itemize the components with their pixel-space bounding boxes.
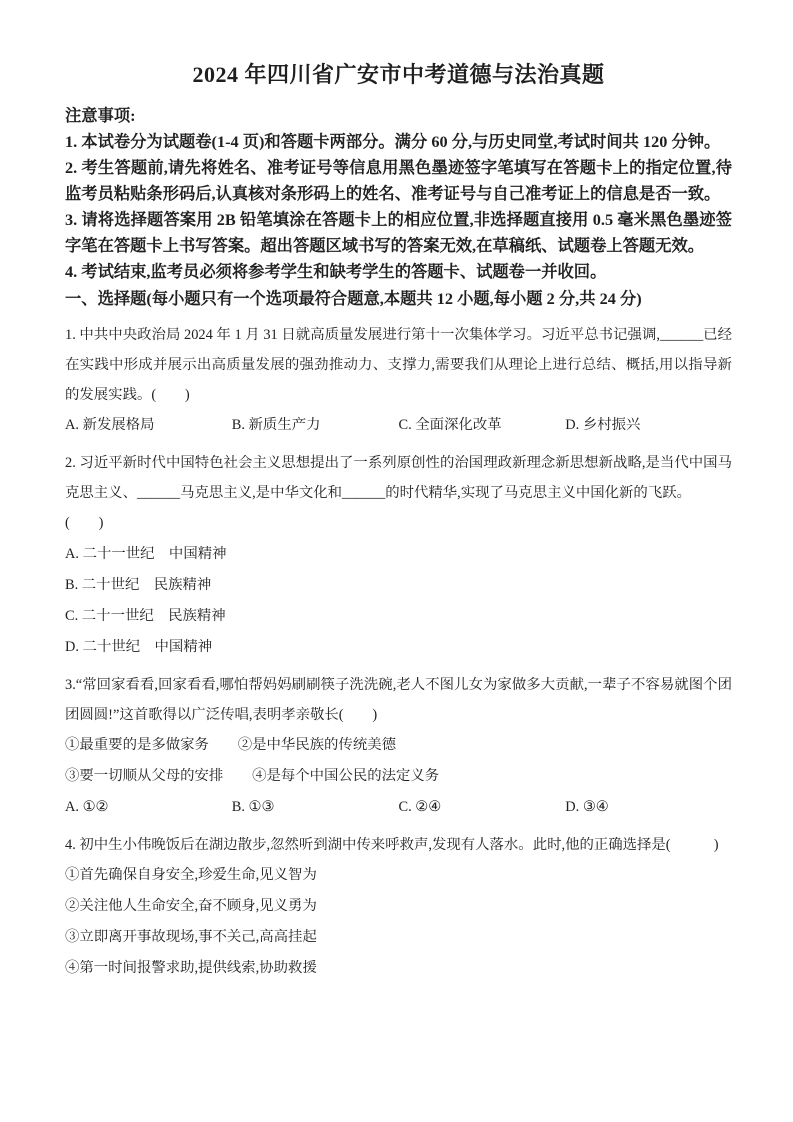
question-3-statements-1-2: ①最重要的是多做家务 ②是中华民族的传统美德 — [65, 737, 396, 753]
question-4-statement-4: ④第一时间报警求助,提供线索,协助救援 — [65, 960, 317, 976]
question-4-statement-1: ①首先确保自身安全,珍爱生命,见义智为 — [65, 867, 317, 883]
notice-item-3: 3. 请将选择题答案用 2B 铅笔填涂在答题卡上的相应位置,非选择题直接用 0.5 毫米黑色墨迹签字笔在答题卡上书写答案。超出答题区域书写的答案无效,在草稿纸、试题卷上答题无效。 — [65, 210, 732, 255]
question-3-stem: 3.“常回家看看,回家看看,哪怕帮妈妈刷刷筷子洗洗碗,老人不图儿女为家做多大贡献,一辈子不容易就图个团团圆圆!”这首歌得以广泛传唱,表明孝亲敬长( ) — [65, 677, 732, 723]
question-3-choice-c: C. ②④ — [398, 799, 442, 815]
question-4-stem: 4. 初中生小伟晚饭后在湖边散步,忽然听到湖中传来呼救声,发现有人落水。此时,他的正确选择是( ) — [65, 837, 719, 853]
question-4-statement-3: ③立即离开事故现场,事不关己,高高挂起 — [65, 929, 317, 945]
question-2-choice-b: B. 二十世纪 民族精神 — [65, 577, 212, 593]
question-2-choice-a: A. 二十一世纪 中国精神 — [65, 546, 227, 562]
question-3-choice-b: B. ①③ — [231, 799, 275, 815]
question-2-choice-c: C. 二十一世纪 民族精神 — [65, 608, 226, 624]
question-3-choice-a: A. ①② — [65, 799, 109, 815]
question-3-choice-d: D. ③④ — [565, 799, 609, 815]
question-2-choice-d: D. 二十世纪 中国精神 — [65, 639, 213, 655]
question-3-statements-3-4: ③要一切顺从父母的安排 ④是每个中国公民的法定义务 — [65, 768, 440, 784]
question-2-stem: 2. 习近平新时代中国特色社会主义思想提出了一系列原创性的治国理政新理念新思想新战略,是当代中国马克思主义、______马克思主义,是中华文化和______的时代精华,实现了马克思主义中国化新的飞跃。 — [65, 455, 732, 501]
question-3 — [65, 670, 732, 823]
notice-item-2: 2. 考生答题前,请先将姓名、准考证号等信息用黑色墨迹签字笔填写在答题卡上的指定位置,待监考员粘贴条形码后,认真核对条形码上的姓名、准考证号与自己准考证上的信息是否一致。 — [65, 158, 732, 203]
page-title: 2024 年四川省广安市中考道德与法治真题 — [192, 62, 605, 87]
question-3-choices — [65, 792, 732, 823]
question-1-stem: 1. 中共中央政治局 2024 年 1 月 31 日就高质量发展进行第十一次集体学习。习近平总书记强调,______已经在实践中形成并展示出高质量发展的强劲推动力、支撑力,需要我们从理论上进行总结、概括,用以指导新的发展实践。( ) — [65, 327, 732, 403]
question-1-choice-c: C. 全面深化改革 — [398, 417, 502, 433]
question-4-statement-2: ②关注他人生命安全,奋不顾身,见义勇为 — [65, 898, 317, 914]
notice-heading: 注意事项: — [65, 106, 136, 125]
question-1-choice-b: B. 新质生产力 — [231, 417, 321, 433]
notice-item-1: 1. 本试卷分为试题卷(1-4 页)和答题卡两部分。满分 60 分,与历史同堂,考试时间共 120 分钟。 — [65, 132, 721, 151]
notice-item-4: 4. 考试结束,监考员必须将参考学生和缺考学生的答题卡、试题卷一并收回。 — [65, 262, 607, 281]
question-1-choice-d: D. 乡村振兴 — [565, 417, 641, 433]
question-2-answer-bracket: ( ) — [65, 515, 104, 531]
section-1-heading: 一、选择题(每小题只有一个选项最符合题意,本题共 12 小题,每小题 2 分,共 24 分) — [65, 289, 642, 308]
question-1 — [65, 320, 732, 441]
question-4 — [65, 830, 732, 984]
question-2 — [65, 448, 732, 663]
notice-section — [65, 103, 732, 285]
question-1-choice-a: A. 新发展格局 — [65, 417, 155, 433]
question-1-choices — [65, 410, 732, 441]
